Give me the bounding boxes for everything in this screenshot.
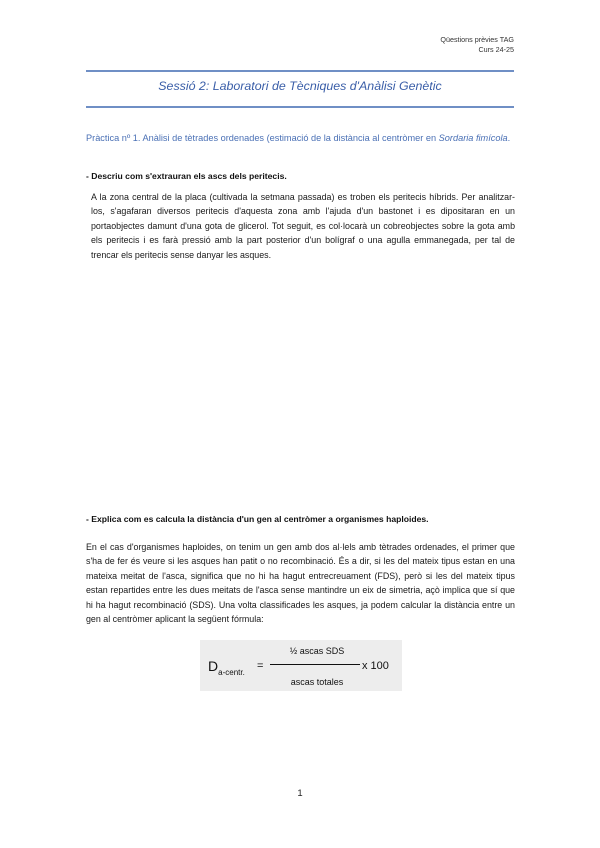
title-rule-bottom [86,106,514,108]
practica-heading [86,131,516,146]
document-title: Sessió 2: Laboratori de Tècniques d'Anàlisi Genètic [158,79,442,93]
practica-species: Sordaria fimícola [438,133,508,143]
distance-formula [200,640,402,691]
formula-denominator: ascas totales [290,677,344,687]
page-header [440,35,514,55]
question-1-answer: A la zona central de la placa (cultivada la setmana passada) es troben els peritecis híbrids. Per analitzar-los, s'agafaran diversos peritecis d'aquesta zona amb l'ajuda d'un bastonet i es dipositaran en un portaobjectes damunt d'una gota de glicerol. Tot seguit, es col·locarà un cobreobjectes sobre la gota amb els peritecis i es farà pressió amb la part posterior d'un bolígraf o una agulla emmanegada, per tal de trencar els peritecis sense danyar les asques. [91,192,515,260]
question-2-answer: En el cas d'organismes haploides, on tenim un gen amb dos al·lels amb tètrades ordenades, el primer que s'ha de fer és veure si les asques han patit o no recombinació. És a dir, si les del mateix tipus estan en una mateixa meitat de l'asca, significa que no hi ha hagut entrecreuament (FDS), però si les del mateix tipus estan repartides entre les dues meitats de l'asca sense mantindre un eix de simetria, açò implica que sí que hi ha hagut recombinació (SDS). Una volta classificades les asques, ja podem calcular la distància entre un gen al centròmer aplicant la següent fórmula: [86,542,515,625]
title-rule-top [86,70,514,72]
formula-lhs-main: D [208,658,219,674]
page-number: 1 [297,788,303,799]
header-line-2: Curs 24-25 [478,45,514,54]
practica-text: Pràctica nº 1. Anàlisi de tètrades ordenades (estimació de la distància al centròmer en [86,133,439,143]
question-1-heading: - Descriu com s'extrauran els ascs dels peritecis. [86,171,287,181]
practica-end: . [507,133,511,143]
question-2-heading: - Explica com es calcula la distància d'un gen al centròmer a organismes haploides. [86,514,429,524]
formula-equals: = [257,660,264,672]
formula-lhs-sub: a-centr. [218,667,245,677]
formula-lhs [208,658,245,677]
formula-multiplier: x 100 [362,660,389,672]
formula-fraction-bar [270,664,360,665]
header-line-1: Qüestions prèvies TAG [440,35,514,44]
formula-numerator: ½ ascas SDS [289,646,345,656]
